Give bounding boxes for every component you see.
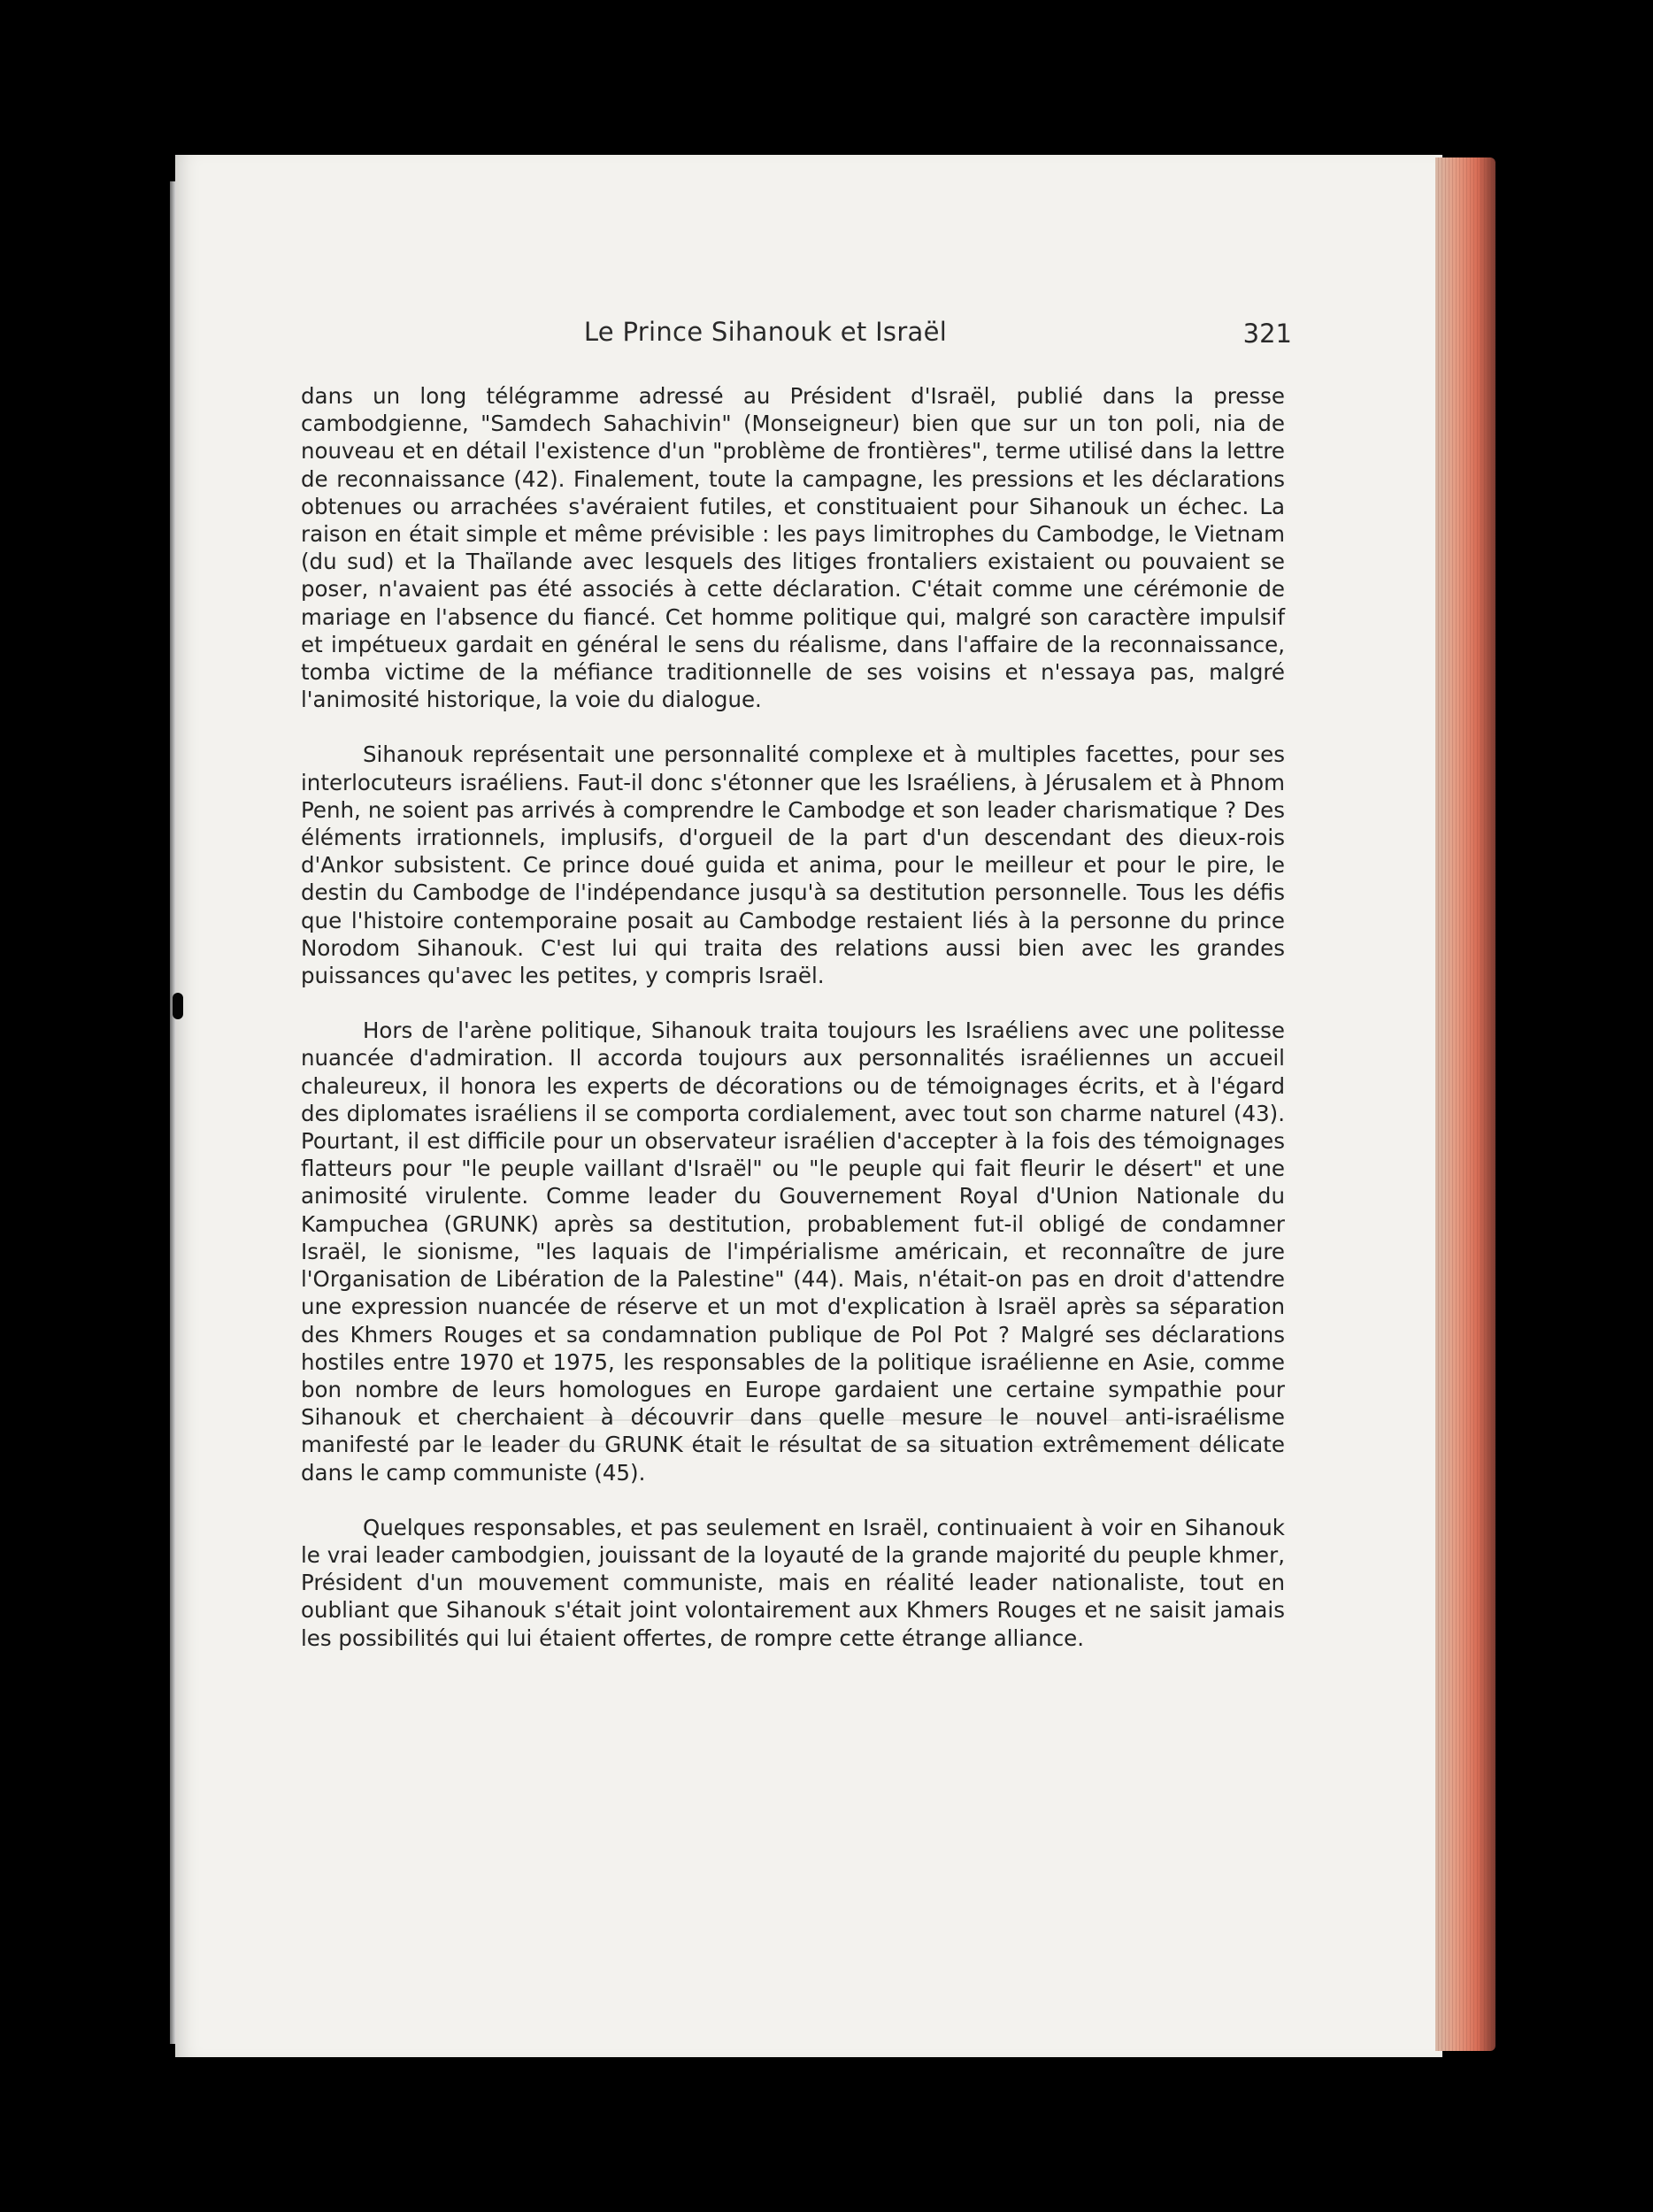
page-stack-edge xyxy=(1435,157,1495,2051)
paragraph-1: dans un long télégramme adressé au Président d'Israël, publié dans la presse cambodgienne, "Samdech Sahachivin" (Monseigneur) bien que sur un ton poli, nia de nouveau et en détail l'existence d'un "problème de frontières", terme utilisé dans la lettre de reconnaissance (42). Finalement, toute la campagne, les pressions et les déclarations obtenues ou arrachées s'avéraient futiles, et constituaient pour Sihanouk un échec. La raison en était simple et même prévisible : les pays limitrophes du Cambodge, le Vietnam (du sud) et la Thaïlande avec lesquels des litiges frontaliers existaient ou pouvaient se poser, n'avaient pas été associés à cette déclaration. C'était comme une cérémonie de mariage en l'absence du fiancé. Cet homme politique qui, malgré son caractère impulsif et impétueux gardait en général le sens du réalisme, dans l'affaire de la reconnaissance, tomba victime de la méfiance traditionnelle de ses voisins et n'essaya pas, malgré l'animosité historique, la voie du dialogue. xyxy=(301,383,1285,713)
page-header xyxy=(301,317,1292,361)
page-number: 321 xyxy=(1242,319,1292,349)
binding-mark xyxy=(173,993,183,1019)
paragraph-3: Hors de l'arène politique, Sihanouk traita toujours les Israéliens avec une politesse nuancée d'admiration. Il accorda toujours aux personnalités israéliennes un accueil chaleureux, il honora les experts de décorations ou de témoignages écrits, et à l'égard des diplomates israéliens il se comporta cordialement, avec tout son charme naturel (43). Pourtant, il est difficile pour un observateur israélien d'accepter à la fois des témoignages flatteurs pour "le peuple vaillant d'Israël" ou "le peuple qui fait fleurir le désert" et une animosité virulente. Comme leader du Gouvernement Royal d'Union Nationale du Kampuchea (GRUNK) après sa destitution, probablement fut-il obligé de condamner Israël, le sionisme, "les laquais de l'impérialisme américain, et reconnaître de jure l'Organisation de Libération de la Palestine" (44). Mais, n'était-on pas en droit d'attendre une expression nuancée de réserve et un mot d'explication à Israël après sa séparation des Khmers Rouges et sa condamnation publique de Pol Pot ? Malgré ses déclarations hostiles entre 1970 et 1975, les responsables de la politique israélienne en Asie, comme bon nombre de leurs homologues en Europe gardaient une certaine sympathie pour Sihanouk et cherchaient à découvrir dans quelle mesure le nouvel anti-israélisme manifesté par le leader du GRUNK était le résultat de sa situation extrêmement délicate dans le camp communiste (45). xyxy=(301,1018,1285,1486)
paragraph-4: Quelques responsables, et pas seulement en Israël, continuaient à voir en Sihanouk le vrai leader cambodgien, jouissant de la loyauté de la grande majorité du peuple khmer, Président d'un mouvement communiste, mais en réalité leader nationaliste, tout en oubliant que Sihanouk s'était joint volontairement aux Khmers Rouges et ne saisit jamais les possibilités qui lui étaient offertes, de rompre cette étrange alliance. xyxy=(301,1514,1285,1651)
main-text xyxy=(301,382,1285,1652)
running-title: Le Prince Sihanouk et Israël xyxy=(583,317,948,347)
paragraph-2: Sihanouk représentait une personnalité complexe et à multiples facettes, pour ses interlocuteurs israéliens. Faut-il donc s'étonner que les Israéliens, à Jérusalem et à Phnom Penh, ne soient pas arrivés à comprendre le Cambodge et son leader charismatique ? Des éléments irrationnels, implusifs, d'orgueil de la part d'un descendant des dieux-rois d'Ankor subsistent. Ce prince doué guida et anima, pour le meilleur et pour le pire, le destin du Cambodge de l'indépendance jusqu'à sa destitution personnelle. Tous les défis que l'histoire contemporaine posait au Cambodge restaient liés à la personne du prince Norodom Sihanouk. C'est lui qui traita des relations aussi bien avec les grandes puissances qu'avec les petites, y compris Israël. xyxy=(301,741,1285,989)
